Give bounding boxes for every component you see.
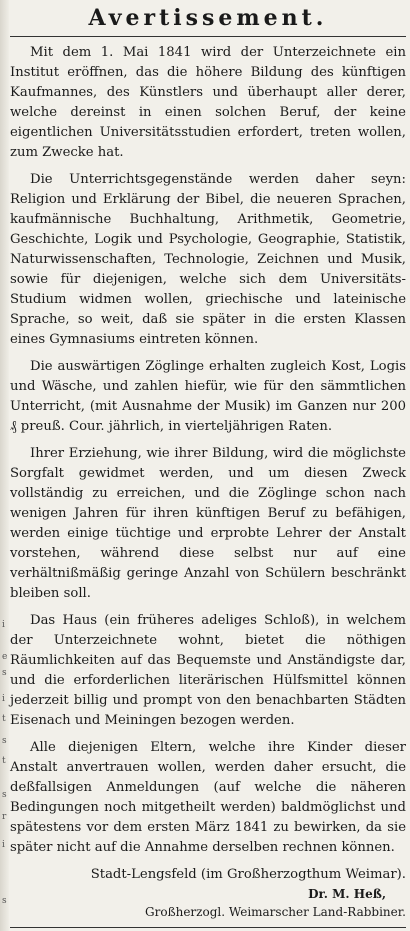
bottom-divider [10, 927, 406, 928]
title-divider [10, 36, 406, 37]
newspaper-column [10, 0, 406, 931]
margin-mark: e [2, 652, 8, 662]
margin-mark: t [2, 714, 6, 724]
margin-mark: s [2, 790, 7, 800]
margin-mark: s [2, 668, 7, 678]
paragraph-house: Das Haus (ein früheres adeliges Schloß), in welchem der Unterzeichnete wohnt, bietet die nöthigen Räumlichkeiten auf das Bequemste und Anständigste dar, und die erforderlichen literärischen Hülfsmittel können jederzeit billig und prompt von den benachbarten Städten Eisenach und Meiningen bezogen werden. [10, 613, 406, 728]
page-title: Avertissement. [88, 5, 328, 31]
paragraph-subjects: Die Unterrichtsgegenstände werden daher seyn: Religion und Erklärung der Bibel, die neueren Sprachen, kaufmännische Buchhaltung, Arithmetik, Geometrie, Geschichte, Logik und Psychologie, Geographie, Statistik, Naturwissenschaften, Technologie, Zeichnen und Musik, sowie für diejenigen, welche sich dem Universitäts-Studium widmen wollen, griechische und lateinische Sprache, so weit, daß sie später in die ersten Klassen eines Gymnasiums eintreten können. [10, 172, 406, 347]
paragraph-education: Ihrer Erziehung, wie ihrer Bildung, wird die möglichste Sorgfalt gewidmet werden, und um diesen Zweck vollständig zu erreichen, und die Zöglinge schon nach wenigen Jahren für ihren künftigen Beruf zu befähigen, werden einige tüchtige und erprobte Lehrer der Anstalt vorstehen, während diese selbst nur auf eine verhältnißmäßig geringe Anzahl von Schülern beschränkt bleiben soll. [10, 446, 406, 601]
margin-mark: i [2, 620, 5, 630]
margin-mark: s [2, 896, 7, 906]
margin-mark: s [2, 736, 7, 746]
margin-mark: t [2, 756, 6, 766]
signature-place: Stadt-Lengsfeld (im Großherzogthum Weimar). [90, 867, 406, 882]
paragraph-opening: Mit dem 1. Mai 1841 wird der Unterzeichnete ein Institut eröffnen, das die höhere Bildung des künftigen Kaufmannes, des Künstlers und überhaupt aller derer, welche dereinst in einen solchen Beruf, der keine eigentlichen Universitätsstudien erfordert, treten wollen, zum Zwecke hat. [10, 45, 406, 160]
signature-name: Dr. M. Heß, [308, 887, 386, 901]
paragraph-fees: Die auswärtigen Zöglinge erhalten zugleich Kost, Logis und Wäsche, und zahlen hiefür, wie für den sämmtlichen Unterricht, (mit Ausnahme der Musik) im Ganzen nur 200 ₰ preuß. Cour. jährlich, in vierteljährigen Raten. [10, 359, 406, 434]
paragraph-registration: Alle diejenigen Eltern, welche ihre Kinder dieser Anstalt anvertrauen wollen, werden daher ersucht, die deßfallsigen Anmeldungen (auf welche die näheren Bedingungen noch mitgetheilt werden) baldmöglichst und spätestens vor dem ersten März 1841 zu bewirken, da sie später nicht auf die Annahme derselben rechnen können. [10, 740, 406, 855]
margin-mark: i [2, 694, 5, 704]
margin-mark: i [2, 840, 5, 850]
signature-title: Großherzogl. Weimarscher Land-Rabbiner. [145, 905, 406, 919]
adjacent-column-edge [0, 0, 9, 931]
margin-mark: r [2, 812, 7, 822]
